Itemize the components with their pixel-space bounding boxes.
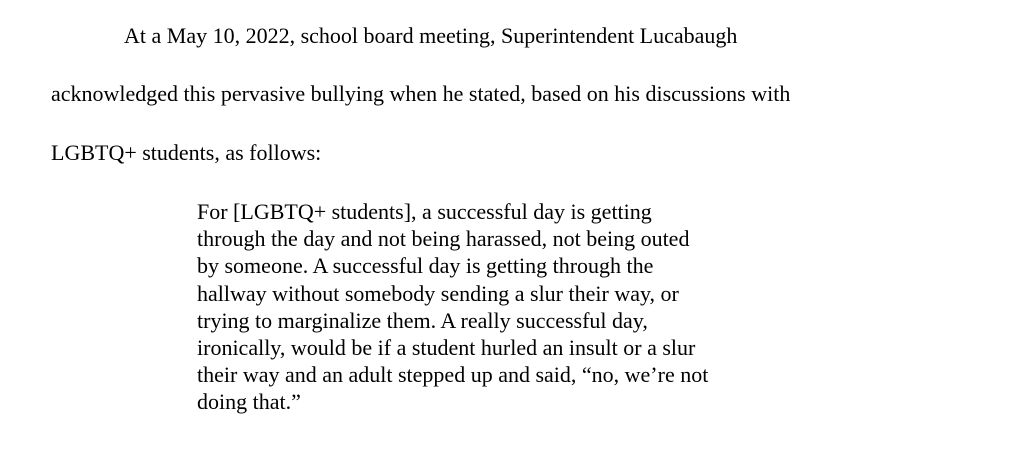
quote-line: their way and an adult stepped up and said, “no, we’re not <box>197 362 709 388</box>
quote-line: For [LGBTQ+ students], a successful day is getting <box>197 199 652 224</box>
paragraph-line: acknowledged this pervasive bullying when he stated, based on his discussions with <box>51 81 791 106</box>
block-quote <box>197 198 977 416</box>
quote-line: hallway without somebody sending a slur their way, or <box>197 280 679 306</box>
quote-line: doing that.” <box>197 389 301 415</box>
paragraph-line: LGBTQ+ students, as follows: <box>51 140 322 165</box>
quote-line: trying to marginalize them. A really successful day, <box>197 307 648 333</box>
quote-line: by someone. A successful day is getting through the <box>197 253 654 279</box>
paragraph-line: At a May 10, 2022, school board meeting, Superintendent Lucabaugh <box>124 23 738 48</box>
quote-line: ironically, would be if a student hurled an insult or a slur <box>197 335 696 361</box>
quote-line: through the day and not being harassed, not being outed <box>197 226 690 252</box>
